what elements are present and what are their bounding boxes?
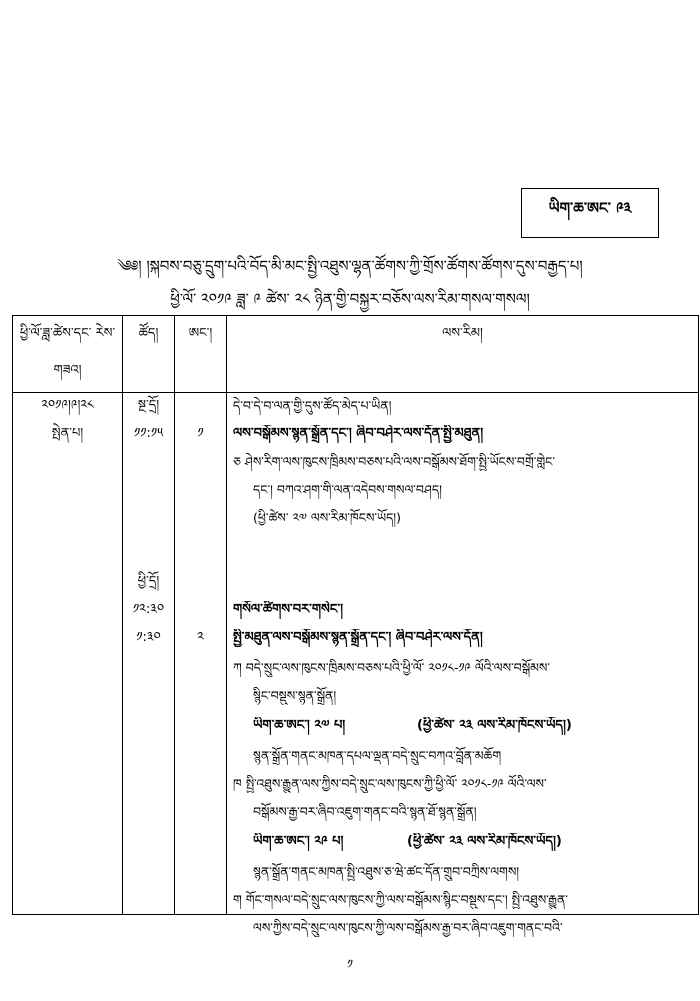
document-reference: ཡིག་ཆ་ཨང་ ༩༣ [548, 199, 632, 217]
break-time: ༡༢:༣༠ [132, 602, 165, 617]
agenda-line: དང་། བཀའ་ཤག་གི་ལན་འདེབས་གསལ་བཤད། [253, 482, 442, 497]
agenda-heading: ལས་བསྒོམས་སྙན་སྒྲོན་དང་། ཞིབ་བཤེར་ལས་དོན་སྤྱི་མཐུན། [233, 426, 484, 441]
agenda-line: སྙན་སྒྲོན་གནང་མཁན་དཔལ་ལྡན་བདེ་སྲུང་བཀའ་བློན་མཆོག [253, 748, 502, 763]
morning-label: སྔ་དྲོ། [137, 398, 160, 413]
agenda-row [13, 393, 699, 915]
agenda-content-cell [227, 393, 699, 935]
session-date: ༢༠༡༩།༩།༢༨ [41, 398, 94, 413]
agenda-line: སྙན་སྒྲོན་གནང་མཁན་སྤྱི་འཐུས་ཅ་ཝེ་ཚང་དོན་གྲུབ་བཀྲིས་ལགས། [253, 864, 520, 879]
number-cell [175, 393, 227, 915]
agenda-header-row [13, 316, 699, 393]
agenda-line: ཀ བདེ་སྲུང་ལས་ཁུངས་ཁྲིམས་བཅས་པའི་ཕྱི་ལོ་ ༢༠༡༨-༡༩ ལོའི་ལས་བསྒོམས་ [233, 660, 550, 675]
page-number: ༡ [347, 957, 353, 971]
agenda-line: ཅ ཤེས་རིག་ལས་ཁུངས་ཁྲིམས་བཅས་པའི་ལས་བསྒོམས་ཐོག་སྤྱི་ཡོངས་བགྲོ་གླེང་ [233, 454, 556, 469]
item-number-1: ༡ [197, 426, 204, 441]
agenda-heading: སྤྱི་མཐུན་ལས་བསྒོམས་སྙན་སྒྲོན་དང་། ཞིབ་བཤེར་ལས་དོན། [233, 630, 483, 645]
header-number: ཨང་། [175, 316, 227, 393]
agenda-line: ཁ སྤྱི་འཐུས་རྒྱུན་ལས་ཀྱིས་བདེ་སྲུང་ལས་ཁུངས་ཀྱི་ཕྱི་ལོ་ ༢༠༡༨-༡༩ ལོའི་ལས་ [233, 776, 547, 791]
document-number: ཡིག་ཆ་ཨང་། ༢༧ པ། [253, 718, 346, 733]
date-cell [13, 393, 123, 915]
document-reference-box [521, 188, 659, 238]
agenda-line: དེ་བ་དེ་བ་ལན་གྱི་དུས་ཚོད་མེད་པ་ཡིན། [233, 398, 392, 413]
agenda-line: བསྒོམས་རྒྱ་བར་ཞིབ་འཇུག་གནང་བའི་སྙན་ཐོ་སྙན་སྒྲོན། [253, 804, 477, 819]
afternoon-label: ཕྱི་དྲོ། [137, 574, 160, 589]
header-date: ཕྱི་ལོ་ཟླ་ཚེས་དང་ རེས་གཟའ། [13, 316, 123, 393]
agenda-note: (ཕྱི་ཚེས་ ༢༧ ལས་རིམ་ཁོངས་ཡོད།) [253, 510, 401, 525]
morning-time: ༡༡:༡༥ [133, 426, 164, 441]
agenda-note: (ཕྱི་ཚེས་ ༢༣ ལས་རིམ་ཁོངས་ཡོད།) [407, 834, 562, 849]
agenda-note: (ཕྱི་ཚེས་ ༢༣ ལས་རིམ་ཁོངས་ཡོད།) [417, 718, 572, 733]
agenda-line: སྙིང་བསྡུས་སྙན་སྒྲོན། [253, 688, 337, 703]
header-agenda: ལས་རིམ། [227, 316, 699, 393]
agenda-table [12, 315, 699, 935]
afternoon-time: ༡:༣༠ [136, 630, 161, 645]
header-time: ཚོད། [123, 316, 175, 393]
agenda-line: ལས་ཀྱིས་བདེ་སྲུང་ལས་ཁུངས་ཀྱི་ལས་བསྒོམས་རྒྱ་བར་ཞིབ་འཇུག་གནང་བའི་ [253, 920, 563, 935]
document-number: ཡིག་ཆ་ཨང་། ༢༩ པ། [253, 834, 344, 849]
time-cell [123, 393, 175, 915]
session-title: ༄༅། །སྐབས་བཅུ་དྲུག་པའི་བོད་མི་མང་སྤྱི་འཐུས་ལྷན་ཚོགས་ཀྱི་གྲོས་ཚོགས་ཚོགས་དུས་བརྒྱད་པ། [117, 257, 583, 275]
lunch-break: གསོལ་ཚིགས་བར་གསེང་། [233, 602, 343, 617]
item-number-2: ༢ [197, 630, 204, 645]
agenda-line: ག གོང་གསལ་བདེ་སྲུང་ལས་ཁུངས་ཀྱི་ལས་བསྒོམས་སྙིང་བསྡུས་དང་། སྤྱི་འཐུས་རྒྱུན་ [233, 892, 568, 907]
session-day: སྤེན་པ། [51, 426, 84, 441]
agenda-subtitle: ཕྱི་ལོ་ ༢༠༡༩ ཟླ་ ༩ ཚེས་ ༢༨ ཉིན་གྱི་བསྐྱར་བཅོས་ལས་རིམ་གསལ་གསལ། [170, 290, 530, 308]
